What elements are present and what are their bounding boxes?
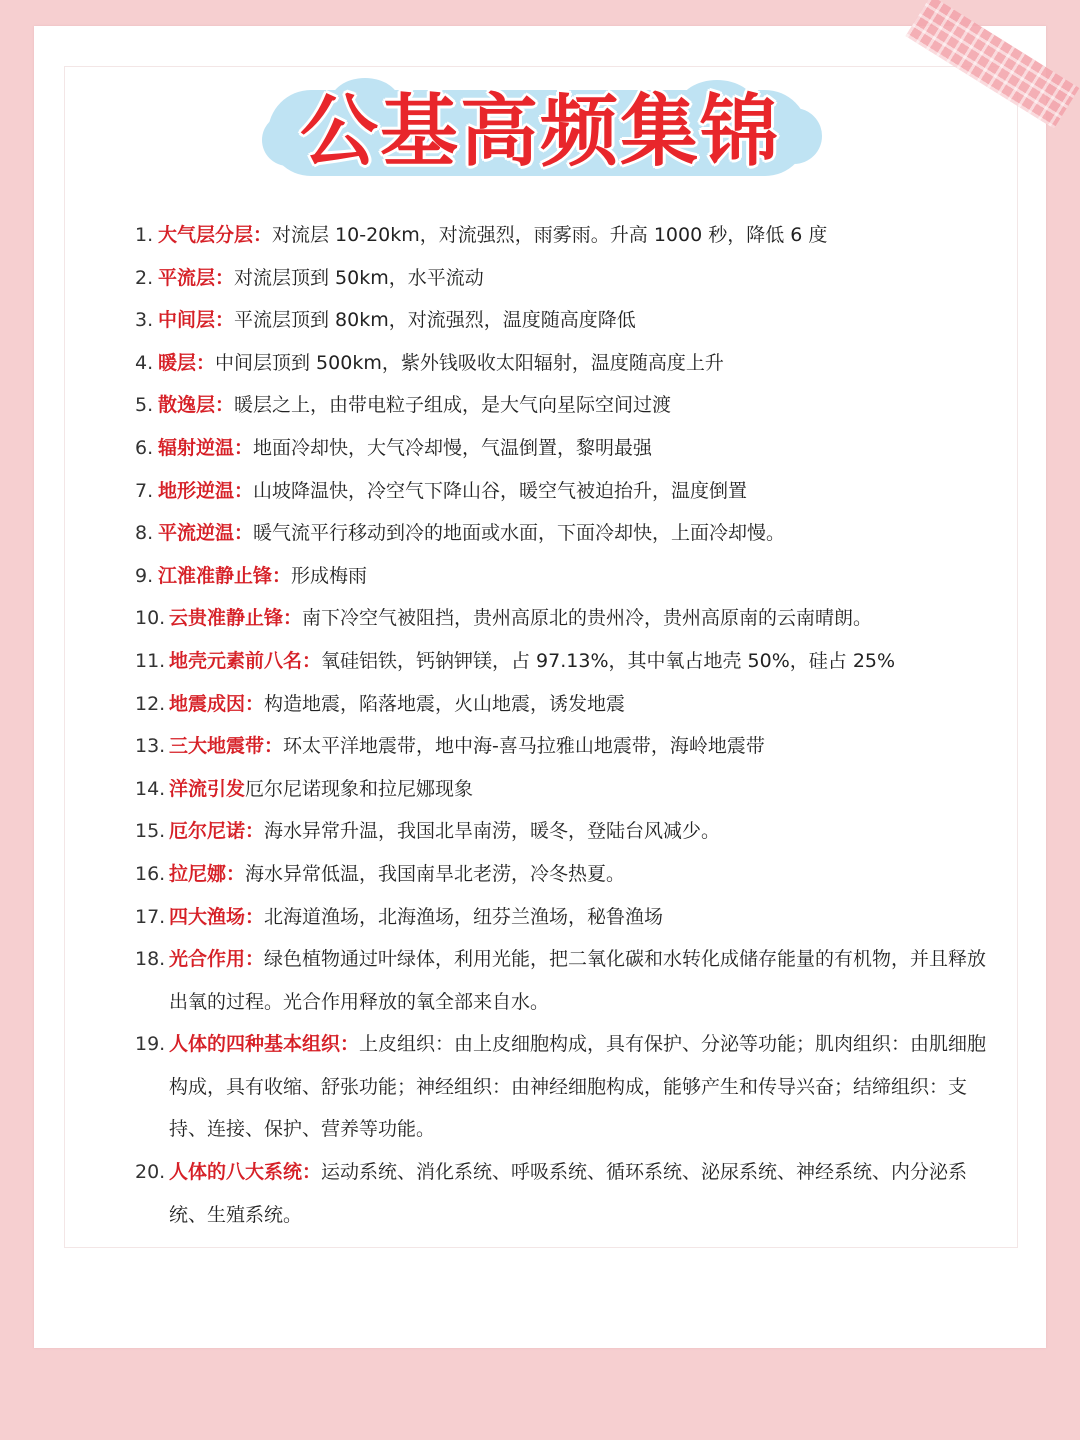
item-description: 构造地震，陷落地震，火山地震，诱发地震: [264, 692, 626, 715]
item-term: 人体的八大系统：: [169, 1161, 322, 1184]
item-term: 地壳元素前八名：: [169, 649, 322, 672]
item-text: [169, 768, 995, 811]
item-description: 暖层之上，由带电粒子组成，是大气向星际空间过渡: [234, 394, 672, 417]
item-term: 云贵准静止锋：: [169, 607, 303, 630]
item-description: 暖气流平行移动到冷的地面或水面，下面冷却快，上面冷却慢。: [253, 522, 786, 545]
item-term: 大气层分层：: [158, 224, 273, 246]
item-description: 环太平洋地震带，地中海-喜马拉雅山地震带，海岭地震带: [283, 735, 765, 758]
item-number: 11.: [135, 649, 166, 672]
item-number: 6.: [135, 436, 154, 459]
item-number: 5.: [135, 394, 154, 417]
item-number: 7.: [135, 479, 154, 502]
item-description: 海水异常升温，我国北旱南涝，暖冬，登陆台风减少。: [264, 820, 721, 843]
item-term: 平流逆温：: [158, 522, 254, 545]
item-number: 14.: [135, 777, 166, 800]
item-number: 13.: [135, 735, 166, 758]
item-term: 辐射逆温：: [158, 436, 254, 459]
item-term: 平流层：: [158, 266, 235, 289]
item-text: [169, 810, 995, 853]
item-term: 散逸层：: [158, 394, 235, 417]
list-item: [135, 257, 995, 300]
item-text: [158, 555, 995, 598]
item-text: [169, 640, 995, 683]
item-number: 9.: [135, 564, 154, 587]
item-number: 3.: [135, 309, 154, 332]
item-number: 19.: [135, 1033, 166, 1056]
item-description: 平流层顶到 80km，对流强烈，温度随高度降低: [234, 309, 636, 332]
list-item: [135, 214, 995, 257]
list-item: [135, 853, 995, 896]
item-description: 形成梅雨: [291, 564, 368, 587]
item-number: 10.: [135, 607, 166, 630]
item-term: 江淮准静止锋：: [158, 564, 292, 587]
item-term: 地形逆温：: [158, 479, 254, 502]
item-text: [169, 1151, 995, 1236]
item-term: 四大渔场：: [169, 905, 265, 928]
item-term: 暖层：: [158, 351, 216, 374]
item-term: 三大地震带：: [169, 735, 284, 758]
item-number: 8.: [135, 522, 154, 545]
item-text: [169, 853, 995, 896]
item-description: 氧硅铝铁，钙钠钾镁，占 97.13%，其中氧占地壳 50%，硅占 25%: [321, 649, 896, 672]
item-number: 20.: [135, 1161, 166, 1184]
item-description: 厄尔尼诺现象和拉尼娜现象: [245, 777, 474, 800]
item-term: 地震成因：: [169, 692, 265, 715]
item-term: 中间层：: [158, 309, 235, 332]
list-item: [135, 725, 995, 768]
item-text: [169, 1023, 995, 1151]
list-item: [135, 299, 995, 342]
item-number: 2.: [135, 266, 154, 289]
list-item: [135, 896, 995, 939]
item-description: 对流层顶到 50km，水平流动: [234, 266, 484, 289]
list-item: [135, 512, 995, 555]
list-item: [135, 597, 995, 640]
item-description: 对流层 10-20km，对流强烈，雨雾雨。升高 1000 秒，降低 6 度: [272, 224, 828, 246]
item-description: 山坡降温快，冷空气下降山谷，暖空气被迫抬升，温度倒置: [253, 479, 748, 502]
knowledge-list: [135, 214, 995, 1236]
item-text: [169, 597, 995, 640]
item-text: [158, 342, 995, 385]
item-number: 16.: [135, 862, 166, 885]
item-text: [169, 938, 995, 1023]
list-item: [135, 555, 995, 598]
list-item: [135, 384, 995, 427]
list-item: [135, 938, 995, 1023]
list-item: [135, 683, 995, 726]
item-description: 绿色植物通过叶绿体，利用光能，把二氧化碳和水转化成储存能量的有机物，并且释放出氧的过程。光合作用释放的氧全部来自水。: [169, 948, 987, 1013]
item-text: [158, 470, 995, 513]
item-number: 4.: [135, 351, 154, 374]
item-description: 南下冷空气被阻挡，贵州高原北的贵州冷，贵州高原南的云南晴朗。: [302, 607, 873, 630]
item-text: [169, 683, 995, 726]
item-text: [169, 725, 995, 768]
item-number: 12.: [135, 692, 166, 715]
item-description: 中间层顶到 500km，紫外钱吸收太阳辐射，温度随高度上升: [215, 351, 724, 374]
list-item: [135, 1151, 995, 1236]
item-number: 15.: [135, 820, 166, 843]
item-text: [169, 896, 995, 939]
title-banner: [0, 78, 1080, 188]
item-text: [158, 257, 995, 300]
item-number: 1.: [135, 224, 154, 246]
item-term: 光合作用：: [169, 948, 265, 971]
list-item: [135, 470, 995, 513]
list-item: [135, 768, 995, 811]
list-item: [135, 427, 995, 470]
item-number: 18.: [135, 948, 166, 971]
item-text: [158, 427, 995, 470]
item-text: [158, 512, 995, 555]
item-text: [158, 214, 995, 257]
list-item: [135, 640, 995, 683]
item-description: 运动系统、消化系统、呼吸系统、循环系统、泌尿系统、神经系统、内分泌系统、生殖系统。: [169, 1161, 968, 1226]
item-text: [158, 384, 995, 427]
item-term: 洋流引发: [169, 777, 246, 800]
item-description: 上皮组织：由上皮细胞构成，具有保护、分泌等功能；肌肉组织：由肌细胞构成，具有收缩、舒张功能；神经组织：由神经细胞构成，能够产生和传导兴奋；结缔组织：支持、连接、保护、营养等功能。: [169, 1033, 987, 1141]
list-item: [135, 342, 995, 385]
item-number: 17.: [135, 905, 166, 928]
item-description: 地面冷却快，大气冷却慢，气温倒置，黎明最强: [253, 436, 653, 459]
list-item: [135, 1023, 995, 1151]
list-item: [135, 810, 995, 853]
item-term: 人体的四种基本组织：: [169, 1033, 360, 1056]
page-title: 公基高频集锦: [299, 87, 780, 177]
item-term: 厄尔尼诺：: [169, 820, 265, 843]
item-description: 北海道渔场，北海渔场，纽芬兰渔场，秘鲁渔场: [264, 905, 664, 928]
item-text: [158, 299, 995, 342]
item-description: 海水异常低温，我国南旱北老涝，冷冬热夏。: [245, 862, 626, 885]
item-term: 拉尼娜：: [169, 862, 246, 885]
